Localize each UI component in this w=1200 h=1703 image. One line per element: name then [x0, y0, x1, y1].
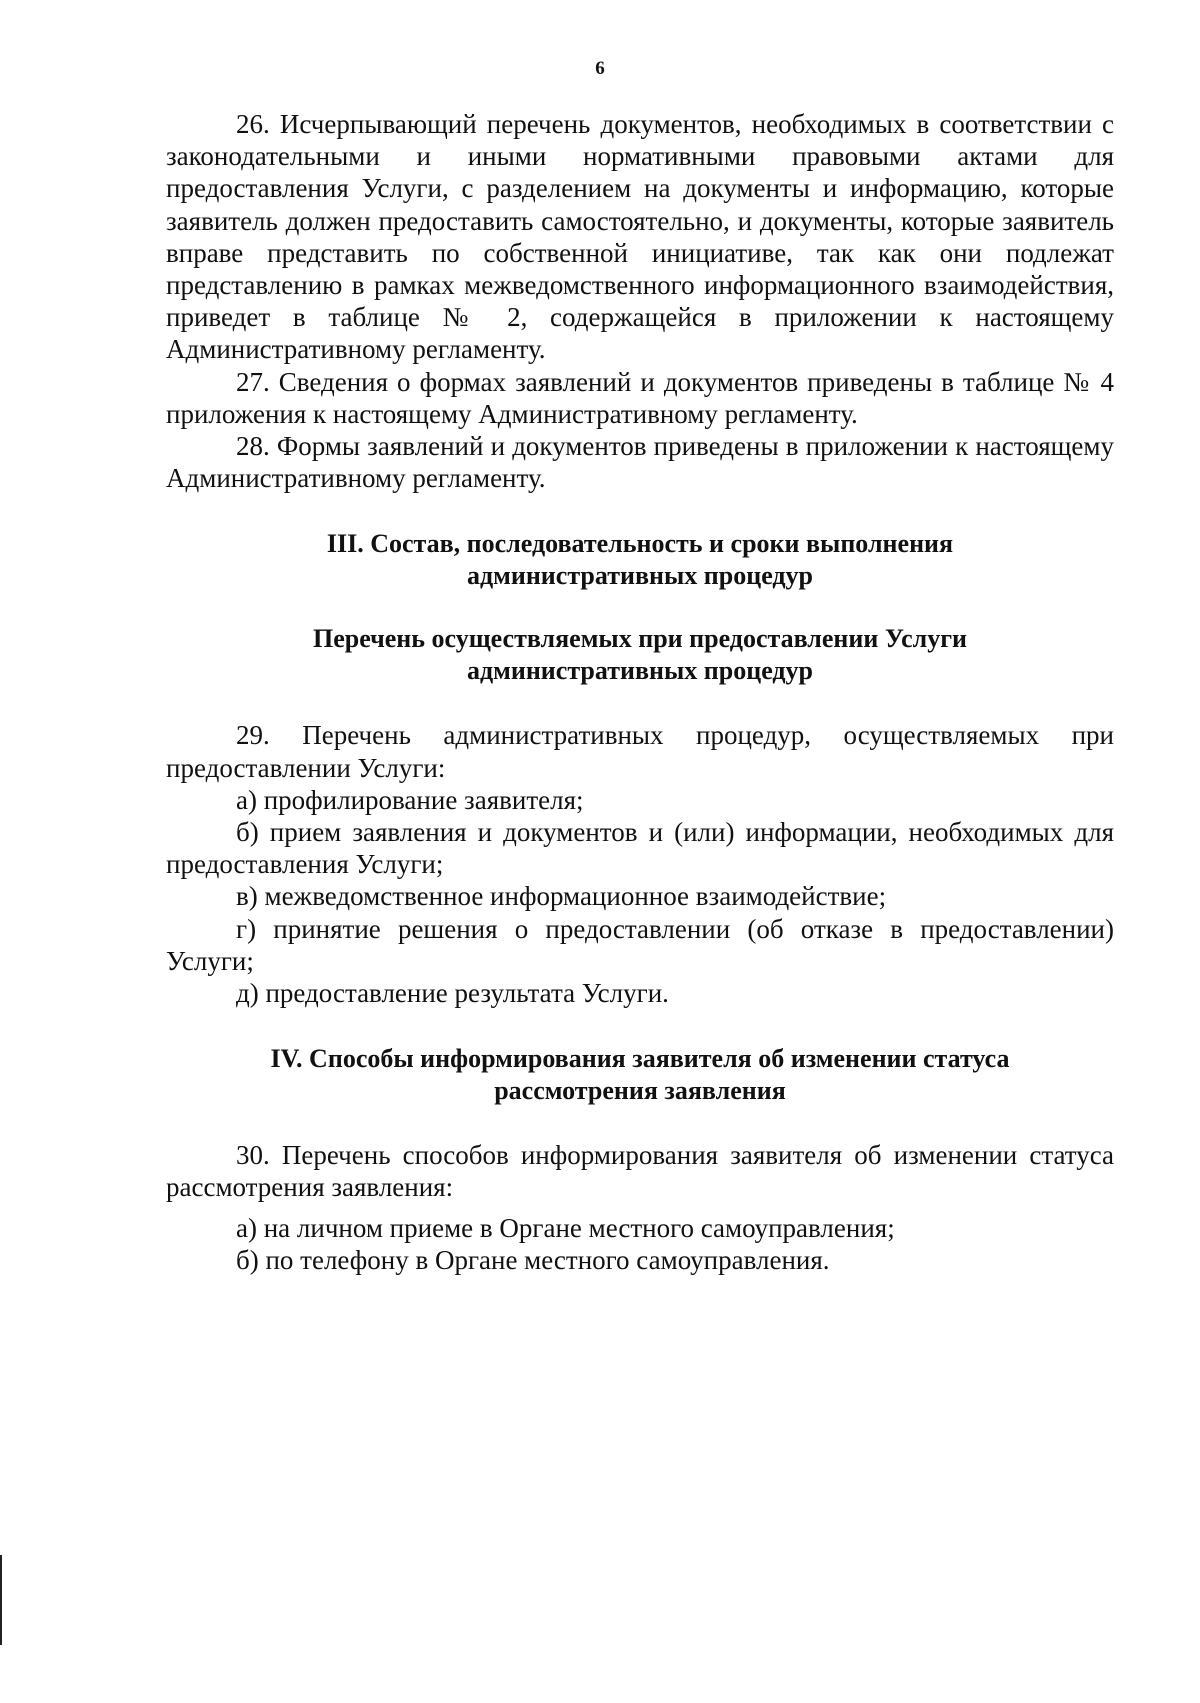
- section-3-subheading-line-1: Перечень осуществляемых при предоставлении Услуги: [312, 624, 968, 654]
- paragraph-27: 27. Сведения о формах заявлений и документов приведены в таблице № 4 приложения к настоящему Административному регламенту.: [166, 366, 1114, 429]
- paragraph-26: 26. Исчерпывающий перечень документов, необходимых в соответствии с законодательными и иными нормативными правовыми актами для предоставления Услуги, с разделением на документы и информацию, которые заявитель должен предоставить самостоятельно, и документы, которые заявитель вправе представить по собственной инициативе, так как они подлежат представлению в рамках межведомственного информационного взаимодействия, приведет в таблице № 2, содержащейся в приложении к настоящему Административному регламенту.: [166, 109, 1114, 365]
- paragraph-30: 30. Перечень способов информирования заявителя об изменении статуса рассмотрения заявления:: [166, 1140, 1114, 1203]
- list-item-d: д) предоставление результата Услуги.: [236, 978, 669, 1009]
- page-number: 6: [595, 58, 605, 79]
- list-item-v: в) межведомственное информационное взаимодействие;: [236, 881, 887, 912]
- paragraph-29: 29. Перечень административных процедур, осуществляемых при предоставлении Услуги:: [166, 720, 1114, 783]
- list-item-g: г) принятие решения о предоставлении (об отказе в предоставлении) Услуги;: [166, 913, 1114, 976]
- section-3-heading-line-2: административных процедур: [466, 561, 814, 591]
- list-item-30-b: б) по телефону в Органе местного самоуправления.: [236, 1244, 830, 1275]
- section-3-subheading-line-2: административных процедур: [466, 656, 814, 686]
- document-body: [166, 108, 1114, 1276]
- section-3-heading-line-1: III. Состав, последовательность и сроки выполнения: [326, 529, 954, 559]
- list-item-b: б) прием заявления и документов и (или) информации, необходимых для предоставления Услуги;: [166, 817, 1114, 880]
- section-4-heading-line-2: рассмотрения заявления: [494, 1076, 786, 1106]
- section-4-heading-line-1: IV. Способы информирования заявителя об изменении статуса: [270, 1044, 1010, 1074]
- list-item-30-a: а) на личном приеме в Органе местного самоуправления;: [236, 1212, 895, 1243]
- scan-edge-mark: [0, 1555, 2, 1645]
- list-item-a: а) профилирование заявителя;: [236, 784, 584, 815]
- paragraph-28: 28. Формы заявлений и документов приведены в приложении к настоящему Административному регламенту.: [166, 431, 1114, 494]
